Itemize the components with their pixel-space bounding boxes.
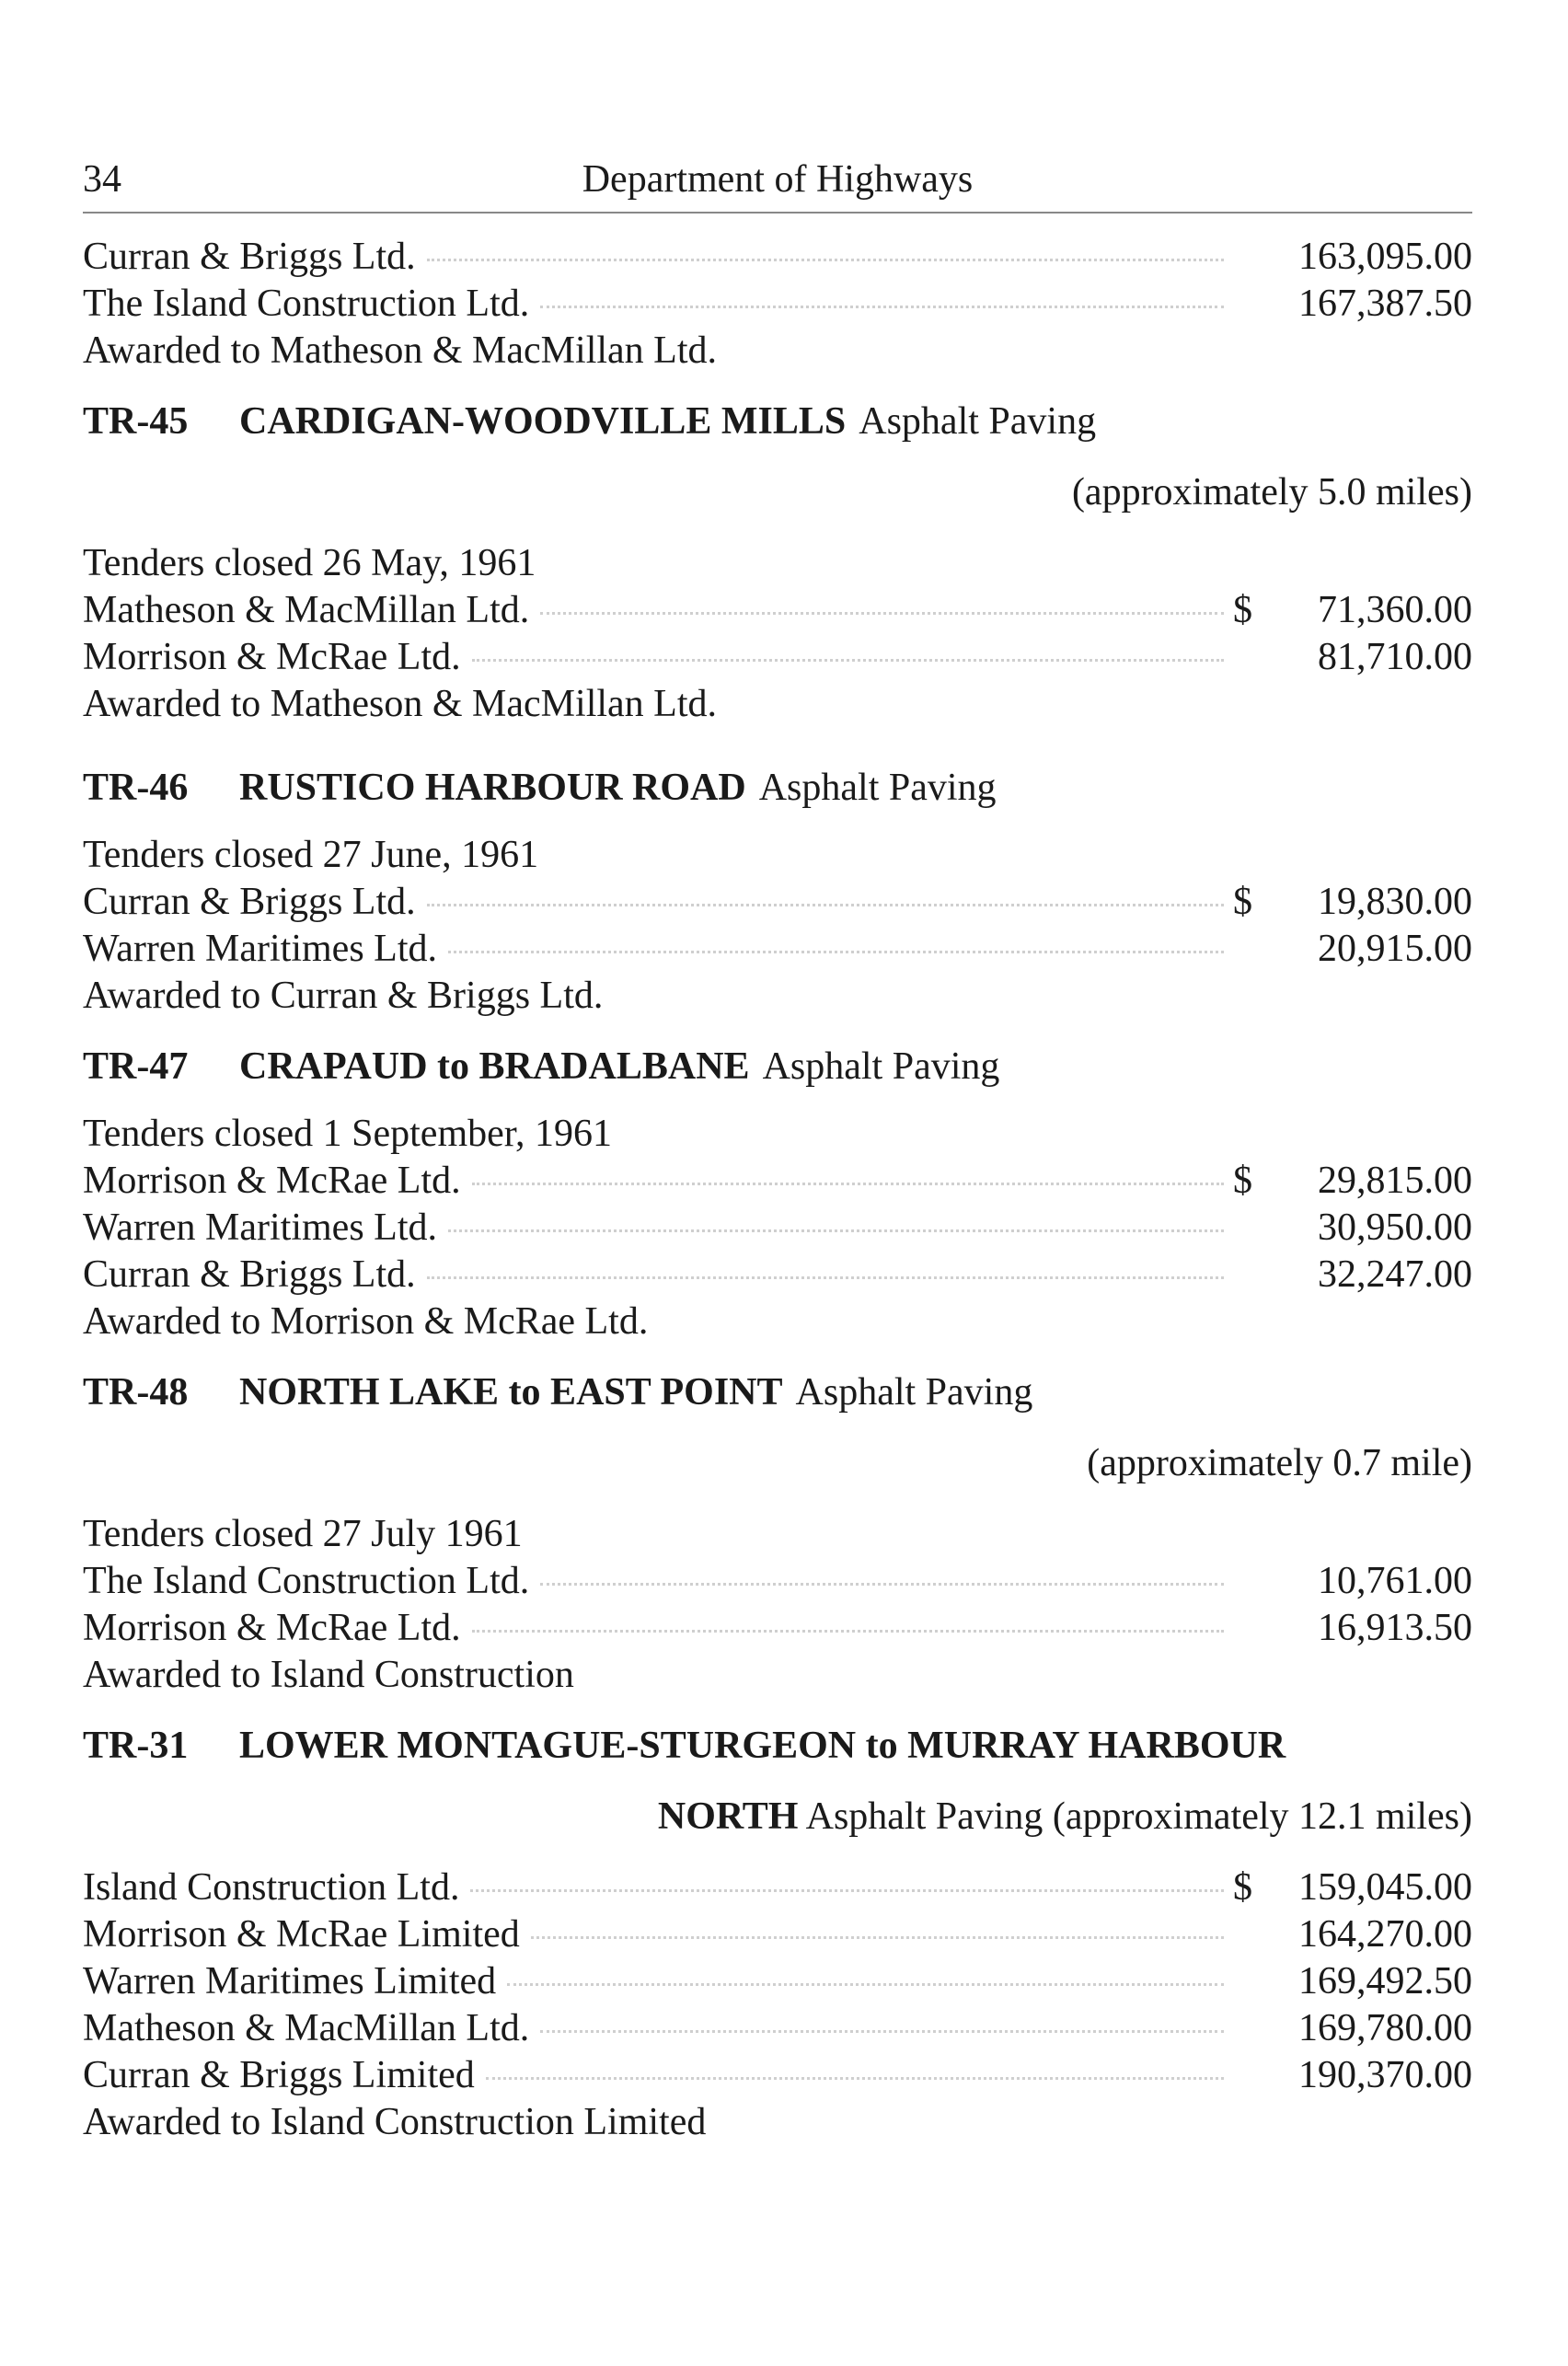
bid-row (83, 2005, 1472, 2052)
contract-heading (83, 1044, 1472, 1091)
dot-leader (472, 1183, 1224, 1185)
contract-heading (83, 1723, 1472, 1770)
bidder-name: The Island Construction Ltd. (83, 1560, 530, 1602)
tenders-closed: Tenders closed 1 September, 1961 (83, 1113, 613, 1155)
dot-leader (531, 1936, 1224, 1939)
bid-amount: 19,830.00 (1318, 881, 1472, 923)
contract-work: Asphalt Paving (859, 400, 1097, 443)
dot-leader (427, 1276, 1224, 1279)
award-line: Awarded to Matheson & MacMillan Ltd. (83, 683, 718, 725)
contract-length: (approximately 0.7 mile) (1087, 1442, 1472, 1484)
tenders-closed: Tenders closed 27 July 1961 (83, 1513, 523, 1555)
bid-amount: 169,492.50 (1298, 1960, 1472, 2002)
bid-amount: 16,913.50 (1318, 1607, 1472, 1649)
bid-row (83, 234, 1472, 281)
document-page (83, 156, 1472, 2146)
dot-leader (507, 1983, 1224, 1986)
bidder-name: Morrison & McRae Limited (83, 1913, 520, 1956)
contract-heading (83, 1369, 1472, 1416)
currency-sign: $ (1233, 1160, 1252, 1202)
contract-code: TR-31 (83, 1725, 189, 1767)
contract-code: TR-48 (83, 1371, 189, 1414)
bid-row (83, 1911, 1472, 1958)
dot-leader (427, 259, 1224, 261)
contract-title: RUSTICO HARBOUR ROAD (239, 767, 746, 809)
dot-leader (540, 306, 1224, 308)
tenders-closed: Tenders closed 27 June, 1961 (83, 834, 539, 876)
page-header (83, 156, 1472, 214)
award-line: Awarded to Island Construction (83, 1654, 574, 1696)
bidder-name: Matheson & MacMillan Ltd. (83, 589, 530, 631)
bid-row (83, 1864, 1472, 1911)
currency-sign: $ (1233, 1866, 1252, 1909)
bidder-name: Morrison & McRae Ltd. (83, 1607, 461, 1649)
contract-code: TR-45 (83, 400, 189, 443)
bid-row (83, 1558, 1472, 1605)
bid-amount: 30,950.00 (1318, 1206, 1472, 1249)
dot-leader (540, 2030, 1224, 2033)
currency-sign: $ (1233, 589, 1252, 631)
bid-amount: 32,247.00 (1318, 1253, 1472, 1296)
contract-work: Asphalt Paving (758, 767, 997, 809)
bid-row (83, 1158, 1472, 1205)
contract-title: NORTH LAKE to EAST POINT (239, 1371, 783, 1414)
bid-amount: 190,370.00 (1298, 2054, 1472, 2096)
dot-leader (472, 659, 1224, 662)
dot-leader (448, 951, 1224, 953)
bid-row (83, 926, 1472, 973)
bid-row (83, 879, 1472, 926)
award-line: Awarded to Matheson & MacMillan Ltd. (83, 329, 718, 372)
contract-section (83, 1369, 1472, 1699)
bid-amount: 164,270.00 (1298, 1913, 1472, 1956)
bidder-name: Warren Maritimes Ltd. (83, 928, 437, 970)
contract-title: CRAPAUD to BRADALBANE (239, 1045, 750, 1088)
contract-title: CARDIGAN-WOODVILLE MILLS (239, 400, 847, 443)
contract-section (83, 765, 1472, 1020)
contract-code: TR-47 (83, 1045, 189, 1088)
bidder-name: Curran & Briggs Ltd. (83, 881, 416, 923)
bid-amount: 163,095.00 (1298, 236, 1472, 278)
bid-amount: 81,710.00 (1318, 636, 1472, 678)
page-number: 34 (83, 158, 121, 201)
dot-leader (427, 904, 1224, 906)
bidder-name: Morrison & McRae Ltd. (83, 636, 461, 678)
bid-row (83, 587, 1472, 634)
contract-heading (83, 765, 1472, 812)
tenders-closed: Tenders closed 26 May, 1961 (83, 542, 536, 584)
bid-row (83, 281, 1472, 328)
bidder-name: Curran & Briggs Limited (83, 2054, 475, 2096)
award-line: Awarded to Morrison & McRae Ltd. (83, 1300, 649, 1343)
dot-leader (472, 1630, 1224, 1633)
bid-amount: 159,045.00 (1298, 1866, 1472, 1909)
contract-work: Asphalt Paving (approximately 12.1 miles) (805, 1795, 1472, 1838)
bid-amount: 10,761.00 (1318, 1560, 1472, 1602)
contract-title-continued: NORTH (657, 1795, 799, 1838)
award-line: Awarded to Curran & Briggs Ltd. (83, 975, 604, 1017)
bid-row (83, 1205, 1472, 1252)
bid-row (83, 1252, 1472, 1298)
award-line: Awarded to Island Construction Limited (83, 2101, 707, 2143)
dot-leader (470, 1889, 1224, 1892)
contract-code: TR-46 (83, 767, 189, 809)
bidder-name: Curran & Briggs Ltd. (83, 1253, 416, 1296)
header-title: Department of Highways (582, 158, 974, 201)
bid-amount: 20,915.00 (1318, 928, 1472, 970)
dot-leader (540, 612, 1224, 615)
bid-amount: 29,815.00 (1318, 1160, 1472, 1202)
continued-bid-list (83, 234, 1472, 375)
bidder-name: Curran & Briggs Ltd. (83, 236, 416, 278)
bidder-name: Warren Maritimes Ltd. (83, 1206, 437, 1249)
contract-heading-continued (83, 1794, 1472, 1841)
bid-row (83, 1958, 1472, 2005)
bidder-name: Morrison & McRae Ltd. (83, 1160, 461, 1202)
bid-row (83, 634, 1472, 681)
bidder-name: Matheson & MacMillan Ltd. (83, 2007, 530, 2049)
bid-amount: 167,387.50 (1298, 283, 1472, 325)
currency-sign: $ (1233, 881, 1252, 923)
contract-section (83, 1044, 1472, 1345)
dot-leader (448, 1229, 1224, 1232)
dot-leader (540, 1583, 1224, 1586)
contract-work: Asphalt Paving (762, 1045, 1000, 1088)
bidder-name: Island Construction Ltd. (83, 1866, 460, 1909)
contract-title: LOWER MONTAGUE-STURGEON to MURRAY HARBOUR (239, 1725, 1286, 1767)
contract-heading (83, 398, 1472, 445)
bid-amount: 169,780.00 (1298, 2007, 1472, 2049)
bid-amount: 71,360.00 (1318, 589, 1472, 631)
contract-work: Asphalt Paving (795, 1371, 1033, 1414)
dot-leader (486, 2077, 1224, 2080)
contract-length: (approximately 5.0 miles) (1071, 471, 1472, 514)
contract-section (83, 398, 1472, 728)
bid-row (83, 2052, 1472, 2099)
bid-row (83, 1605, 1472, 1652)
bidder-name: Warren Maritimes Limited (83, 1960, 497, 2002)
contract-section (83, 1723, 1472, 2146)
bidder-name: The Island Construction Ltd. (83, 283, 530, 325)
